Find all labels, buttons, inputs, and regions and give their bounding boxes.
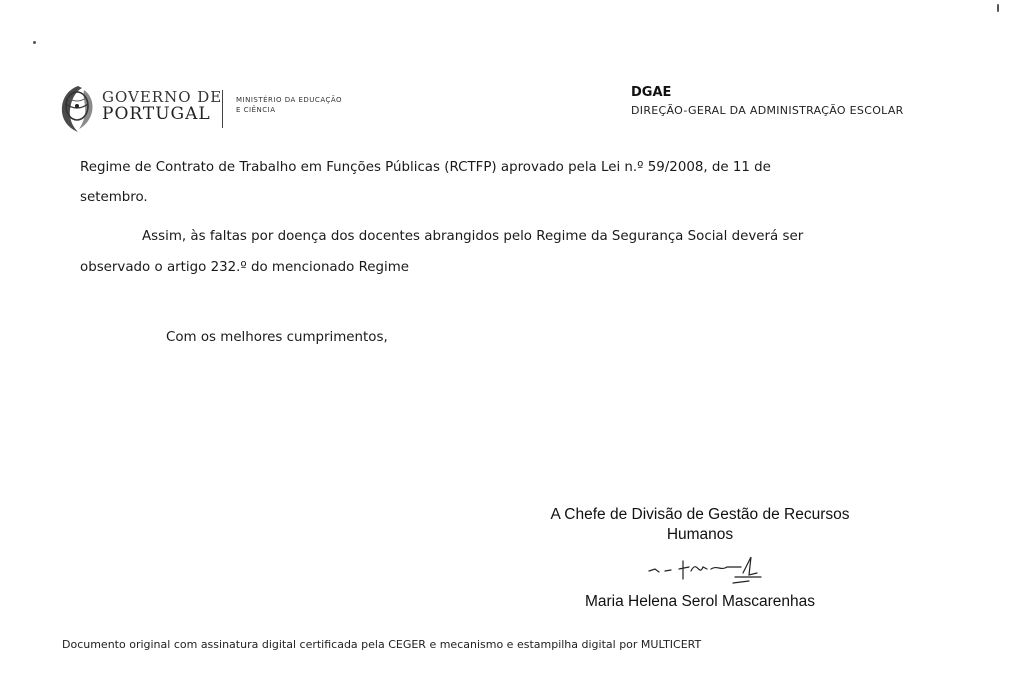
paragraph-2-line-2: observado o artigo 232.º do mencionado Regime bbox=[80, 260, 410, 275]
agency-full: DIREÇÃO-GERAL DA ADMINISTRAÇÃO ESCOLAR bbox=[631, 104, 904, 117]
signatory-title bbox=[500, 505, 900, 545]
closing-greeting: Com os melhores cumprimentos, bbox=[166, 330, 388, 345]
signatory-title-line-1: A Chefe de Divisão de Gestão de Recursos bbox=[550, 506, 850, 523]
government-logo bbox=[58, 82, 358, 134]
armillary-sphere-icon bbox=[58, 82, 98, 134]
logo-divider bbox=[222, 90, 223, 128]
paragraph-1-line-2: setembro. bbox=[80, 190, 148, 205]
gov-line1: GOVERNO DE bbox=[102, 88, 223, 106]
handwritten-signature bbox=[645, 549, 775, 591]
ministry-line2: E CIÊNCIA bbox=[236, 106, 276, 114]
agency-short: DGAE bbox=[631, 85, 672, 100]
gov-line2: PORTUGAL bbox=[102, 104, 211, 124]
signatory-name: Maria Helena Serol Mascarenhas bbox=[584, 593, 816, 610]
signatory-title-line-2: Humanos bbox=[666, 526, 734, 543]
ministry-line1: MINISTÉRIO DA EDUCAÇÃO bbox=[236, 96, 343, 104]
paragraph-1-line-1: Regime de Contrato de Trabalho em Funções Públicas (RCTFP) aprovado pela Lei n.º 59/2008, de 11 de bbox=[80, 160, 771, 175]
footer-note: Documento original com assinatura digital certificada pela CEGER e mecanismo e estampilha digital por MULTICERT bbox=[62, 638, 702, 651]
paragraph-2-line-1: Assim, às faltas por doença dos docentes abrangidos pelo Regime da Segurança Social deverá ser bbox=[142, 229, 804, 244]
scan-speck bbox=[997, 4, 999, 12]
scan-speck bbox=[33, 41, 36, 44]
